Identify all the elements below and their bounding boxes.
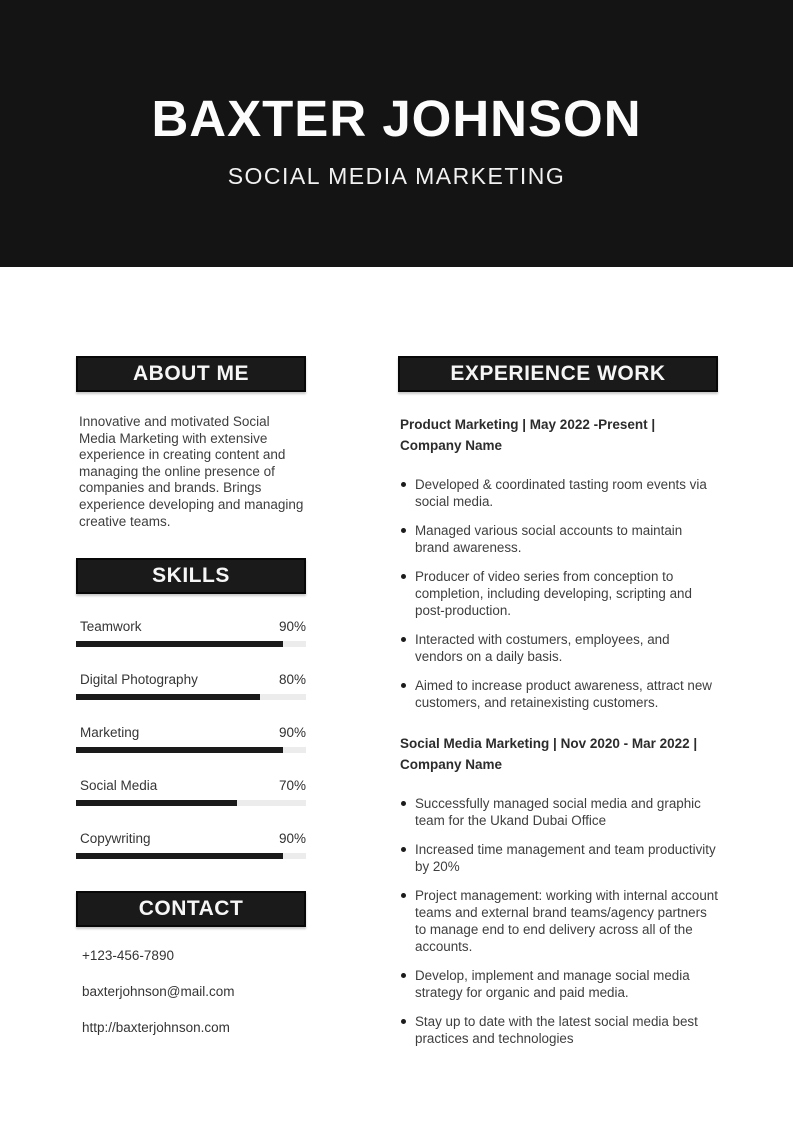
job-bullet: Stay up to date with the latest social media best practices and technologies xyxy=(398,1013,718,1047)
left-column xyxy=(76,356,306,1059)
job-entry xyxy=(398,733,718,1047)
bullet-dot xyxy=(401,847,406,852)
skill-label: Marketing xyxy=(80,725,140,741)
job-bullet: Project management: working with internal account teams and external brand teams/agency partners to manage end to end delivery across all of the accounts. xyxy=(398,887,718,955)
bullet-dot xyxy=(401,973,406,978)
experience-section-title: EXPERIENCE WORK xyxy=(398,356,718,392)
skill-bar-fill xyxy=(76,694,260,700)
skill-bar-fill xyxy=(76,641,283,647)
bullet-dot xyxy=(401,801,406,806)
bullet-dot xyxy=(401,1019,406,1024)
skill-row xyxy=(76,725,306,753)
bullet-dot xyxy=(401,683,406,688)
skill-row xyxy=(76,672,306,700)
job-heading: Social Media Marketing | Nov 2020 - Mar 2022 | Company Name xyxy=(400,736,698,772)
job-bullet: Develop, implement and manage social media strategy for organic and paid media. xyxy=(398,967,718,1001)
job-bullet: Aimed to increase product awareness, attract new customers, and retainexisting customers. xyxy=(398,677,718,711)
bullet-dot xyxy=(401,637,406,642)
about-text: Innovative and motivated Social Media Marketing with extensive experience in creating content and managing the online presence of companies and brands. Brings experience developing and managing creative teams. xyxy=(79,414,304,529)
job-bullet: Managed various social accounts to maintain brand awareness. xyxy=(398,522,718,556)
main-content xyxy=(76,356,793,1059)
person-role-subtitle: SOCIAL MEDIA MARKETING xyxy=(227,163,566,189)
skill-label: Social Media xyxy=(80,778,158,794)
job-bullet: Interacted with costumers, employees, and vendors on a daily basis. xyxy=(398,631,718,665)
skill-bar-track xyxy=(76,747,306,753)
bullet-dot xyxy=(401,574,406,579)
skill-percent: 70% xyxy=(278,778,306,794)
skills-section-title: SKILLS xyxy=(76,558,306,594)
job-bullet: Successfully managed social media and graphic team for the Ukand Dubai Office xyxy=(398,795,718,829)
bullet-dot xyxy=(401,482,406,487)
about-section-title: ABOUT ME xyxy=(76,356,306,392)
skill-row xyxy=(76,619,306,647)
contact-section xyxy=(76,891,306,1035)
skill-bar-track xyxy=(76,853,306,859)
contact-section-title: CONTACT xyxy=(76,891,306,927)
skill-percent: 90% xyxy=(278,619,306,635)
skill-bar-track xyxy=(76,694,306,700)
skill-bar-fill xyxy=(76,853,283,859)
bullet-dot xyxy=(401,893,406,898)
job-bullet-list xyxy=(398,795,718,1047)
header-band xyxy=(0,0,793,267)
skill-percent: 90% xyxy=(278,831,306,847)
job-entry xyxy=(398,414,718,711)
skills-section xyxy=(76,558,306,859)
skill-percent: 90% xyxy=(278,725,306,741)
skill-bar-fill xyxy=(76,747,283,753)
skill-label: Digital Photography xyxy=(80,672,198,688)
skill-label: Copywriting xyxy=(80,831,151,847)
job-bullet-list xyxy=(398,476,718,711)
skill-bar-track xyxy=(76,800,306,806)
skill-bar-track xyxy=(76,641,306,647)
person-name: BAXTER JOHNSON xyxy=(151,90,642,147)
skill-row xyxy=(76,778,306,806)
skill-percent: 80% xyxy=(278,672,306,688)
contact-phone: +123-456-7890 xyxy=(82,948,174,964)
skill-row xyxy=(76,831,306,859)
skill-label: Teamwork xyxy=(80,619,142,635)
job-bullet: Developed & coordinated tasting room events via social media. xyxy=(398,476,718,510)
contact-website[interactable]: http://baxterjohnson.com xyxy=(82,1020,230,1036)
right-column xyxy=(398,356,718,1059)
job-bullet: Producer of video series from conception to completion, including developing, scripting and post-production. xyxy=(398,568,718,619)
skill-bar-fill xyxy=(76,800,237,806)
job-bullet: Increased time management and team productivity by 20% xyxy=(398,841,718,875)
job-heading: Product Marketing | May 2022 -Present | Company Name xyxy=(400,417,656,453)
bullet-dot xyxy=(401,528,406,533)
contact-email[interactable]: baxterjohnson@mail.com xyxy=(82,984,235,1000)
